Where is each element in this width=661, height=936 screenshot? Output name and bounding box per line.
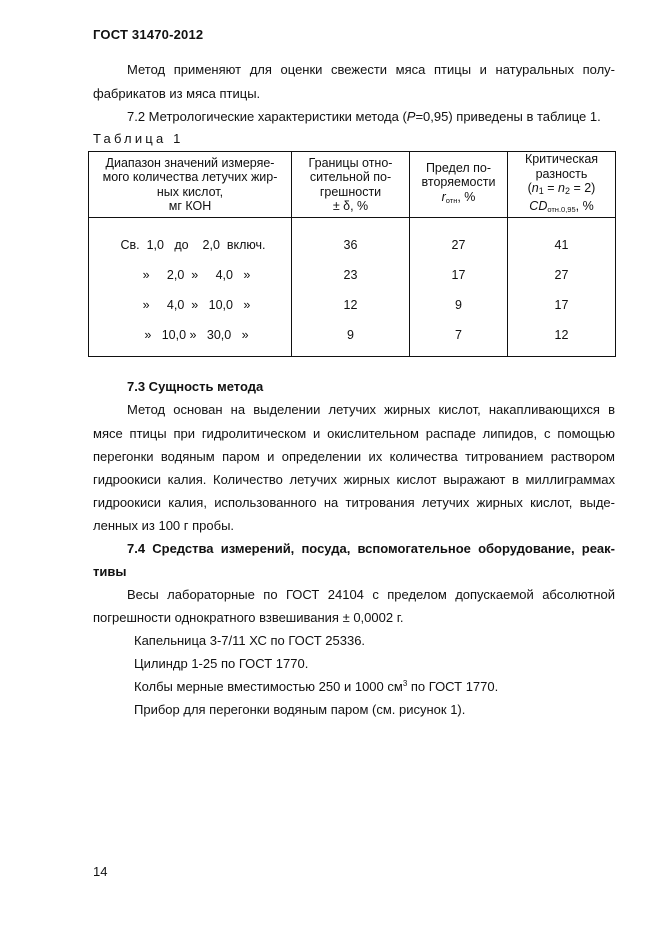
cell-repeatability: 27 (410, 218, 508, 261)
cell-delta: 12 (292, 290, 410, 320)
section-7-3-heading: 7.3 Сущность метода (127, 379, 264, 394)
section-7-4-line-3: Капельница 3-7/11 ХС по ГОСТ 25336. (134, 633, 366, 648)
metrology-table (88, 151, 616, 357)
cell-range: Св. 1,0 до 2,0 включ. (89, 218, 292, 261)
cell-repeatability: 17 (410, 260, 508, 290)
col-header-repeatability: Предел по- вторяемости $r_{отн}$, % (410, 152, 508, 218)
section-7-4-line-1: Весы лабораторные по ГОСТ 24104 с пределом допускаемой абсолютной (127, 587, 615, 602)
section-7-4-line-2: погрешности однократного взвешивания ± 0,0002 г. (93, 610, 404, 625)
section-7-3-line-1: Метод основан на выделении летучих жирных кислот, накапливающихся в (127, 402, 615, 417)
section-7-4-heading-line-2: тивы (93, 564, 127, 579)
section-7-3-line-2: мясе птицы при гидролитическом и окислительном распаде липидов, с помощью (93, 426, 615, 441)
cell-delta: 36 (292, 218, 410, 261)
section-7-3-line-6: ленных из 100 г пробы. (93, 518, 235, 533)
cell-repeatability: 7 (410, 320, 508, 357)
section-7-3-line-4: гидроокиси калия. Количество летучих жирных кислот выражают в миллиграммах (93, 472, 615, 487)
cell-critical-difference: 12 (508, 320, 616, 357)
intro-line-1: Метод применяют для оценки свежести мяса птицы и натуральных полу- (127, 62, 615, 77)
cell-delta: 9 (292, 320, 410, 357)
table-row (89, 290, 616, 320)
section-7-3-line-3: перегонки водяным паром и определении их количества титрованием раствором (93, 449, 615, 464)
cell-repeatability: 9 (410, 290, 508, 320)
section-7-3-line-5: гидроокиси калия, использованного на титрования летучих жирных кислот, выде- (93, 495, 615, 510)
cell-range: » 2,0 » 4,0 » (89, 260, 292, 290)
col-header-critical-difference: Критическая разность (n1 = n2 = 2) $CD_{отн.0,95}$, % (508, 152, 616, 218)
section-7-4-line-6: Прибор для перегонки водяным паром (см. рисунок 1). (134, 702, 466, 717)
section-7-4-line-4: Цилиндр 1-25 по ГОСТ 1770. (134, 656, 309, 671)
cell-delta: 23 (292, 260, 410, 290)
document-header: ГОСТ 31470-2012 (93, 27, 204, 42)
cell-range: » 4,0 » 10,0 » (89, 290, 292, 320)
cell-critical-difference: 41 (508, 218, 616, 261)
table-row (89, 320, 616, 357)
table-row (89, 218, 616, 261)
intro-line-3: 7.2 Метрологические характеристики метода (P=0,95) приведены в таблице 1. (127, 109, 601, 124)
cell-critical-difference: 17 (508, 290, 616, 320)
page-number: 14 (93, 864, 108, 879)
table-caption: Таблица 1 (93, 131, 184, 146)
section-7-4-heading-line-1: 7.4 Средства измерений, посуда, вспомогательное оборудование, реак- (127, 541, 615, 556)
cell-range: » 10,0 » 30,0 » (89, 320, 292, 357)
col-header-delta: Границы отно- сительной по- грешности ± δ, % (292, 152, 410, 218)
col-header-range: Диапазон значений измеряе- мого количества летучих жир- ных кислот, мг КОН (89, 152, 292, 218)
table-row (89, 260, 616, 290)
intro-line-2: фабрикатов из мяса птицы. (93, 86, 261, 101)
section-7-4-line-5: Колбы мерные вместимостью 250 и 1000 $см^3$ по ГОСТ 1770. (134, 679, 499, 694)
cell-critical-difference: 27 (508, 260, 616, 290)
